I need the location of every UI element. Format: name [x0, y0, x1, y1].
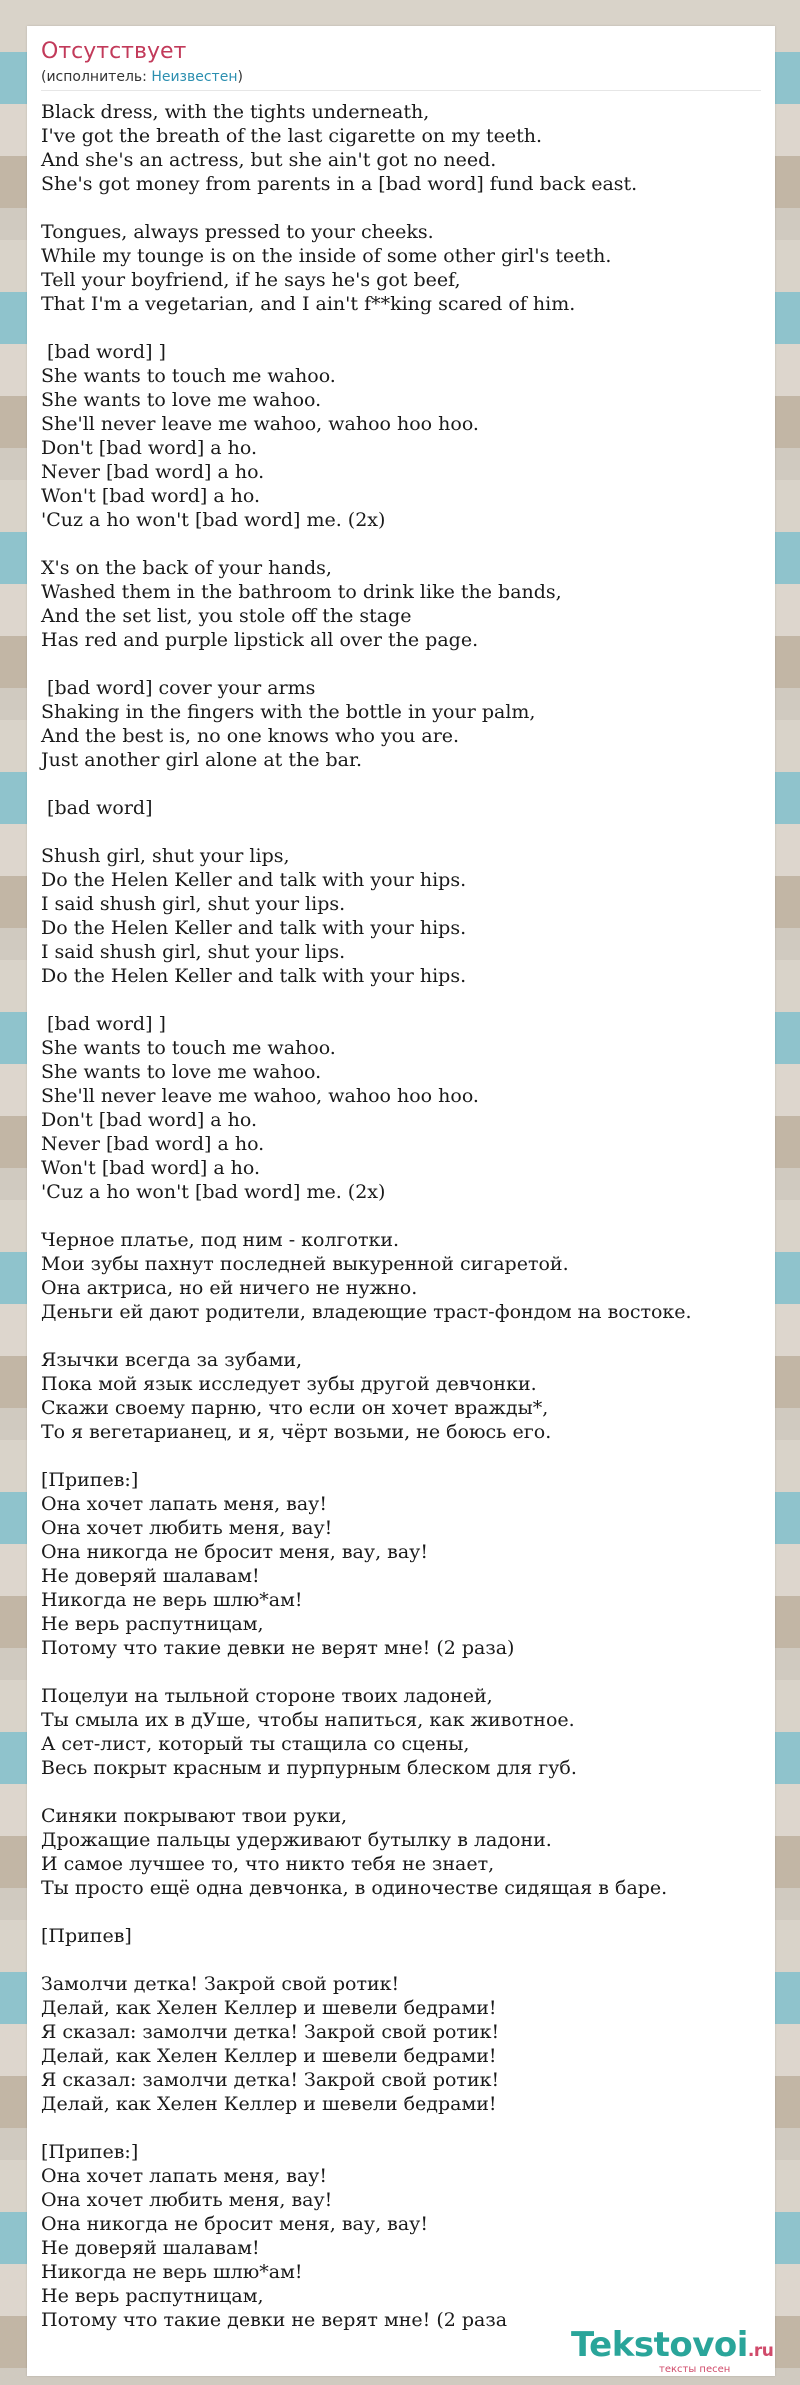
lyric-line: Она никогда не бросит меня, вау, вау!	[41, 2213, 428, 2235]
lyric-line	[41, 1324, 741, 1348]
lyric-line: I said shush girl, shut your lips.	[41, 941, 346, 963]
lyric-line: Won't [bad word] a ho.	[41, 1157, 261, 1179]
lyric-line: 'Cuz a ho won't [bad word] me. (2x)	[41, 509, 386, 531]
lyric-line: Она актриса, но ей ничего не нужно.	[41, 1277, 418, 1299]
lyric-line: [bad word] ]	[41, 1013, 166, 1035]
lyric-line	[41, 820, 741, 844]
lyric-line: Не верь распутницам,	[41, 2285, 264, 2307]
lyric-line: Никогда не верь шлю*ам!	[41, 1589, 303, 1611]
lyric-line: Tell your boyfriend, if he says he's got beef,	[41, 269, 461, 291]
lyric-line	[41, 2116, 741, 2140]
lyric-line: Black dress, with the tights underneath,	[41, 101, 430, 123]
lyric-line: I've got the breath of the last cigarette on my teeth.	[41, 125, 543, 147]
lyric-line: That I'm a vegetarian, and I ain't f**king scared of him.	[41, 293, 576, 315]
lyric-line: Делай, как Хелен Келлер и шевели бедрами!	[41, 2045, 497, 2067]
lyric-line: Пока мой язык исследует зубы другой девчонки.	[41, 1373, 537, 1395]
lyric-line: Не доверяй шалавам!	[41, 2237, 260, 2259]
lyric-line: She wants to touch me wahoo.	[41, 1037, 336, 1059]
lyric-line	[41, 652, 741, 676]
lyric-line: Washed them in the bathroom to drink like the bands,	[41, 581, 562, 603]
lyric-line: Won't [bad word] a ho.	[41, 485, 261, 507]
lyric-line	[41, 772, 741, 796]
lyric-line: Do the Helen Keller and talk with your hips.	[41, 917, 467, 939]
lyric-line	[41, 1444, 741, 1468]
lyric-line: Деньги ей дают родители, владеющие траст-фондом на востоке.	[41, 1301, 692, 1323]
lyric-line: Don't [bad word] a ho.	[41, 1109, 258, 1131]
lyric-line: Синяки покрывают твои руки,	[41, 1805, 348, 1827]
lyric-line	[41, 988, 741, 1012]
lyric-line: Never [bad word] a ho.	[41, 1133, 265, 1155]
lyric-line: Я сказал: замолчи детка! Закрой свой ротик!	[41, 2069, 500, 2091]
lyric-line: [Припев:]	[41, 1469, 139, 1491]
lyric-line: Tongues, always pressed to your cheeks.	[41, 221, 434, 243]
lyric-line: [Припев]	[41, 1925, 132, 1947]
lyric-line: [bad word] ]	[41, 341, 166, 363]
lyric-line: Потому что такие девки не верят мне! (2 раза)	[41, 1637, 515, 1659]
lyric-line: X's on the back of your hands,	[41, 557, 332, 579]
lyric-line: While my tounge is on the inside of some other girl's teeth.	[41, 245, 612, 267]
header-divider	[41, 90, 761, 91]
logo-tagline: тексты песен	[659, 2364, 731, 2375]
lyric-line: [bad word] cover your arms	[41, 677, 316, 699]
lyric-line: То я вегетарианец, и я, чёрт возьми, не боюсь его.	[41, 1421, 552, 1443]
lyric-line: Поцелуи на тыльной стороне твоих ладоней,	[41, 1685, 493, 1707]
lyric-line: Язычки всегда за зубами,	[41, 1349, 303, 1371]
lyric-line: Мои зубы пахнут последней выкуренной сигаретой.	[41, 1253, 569, 1275]
lyric-line: Ты просто ещё одна девчонка, в одиночестве сидящая в баре.	[41, 1877, 668, 1899]
lyric-line: Has red and purple lipstick all over the page.	[41, 629, 479, 651]
site-logo[interactable]	[571, 2325, 774, 2378]
lyric-line: I said shush girl, shut your lips.	[41, 893, 346, 915]
lyric-line: Никогда не верь шлю*ам!	[41, 2261, 303, 2283]
lyric-line: А сет-лист, который ты стащила со сцены,	[41, 1733, 470, 1755]
lyric-line: She's got money from parents in a [bad word] fund back east.	[41, 173, 638, 195]
lyric-line	[41, 1780, 741, 1804]
lyric-line: Не верь распутницам,	[41, 1613, 264, 1635]
lyric-line: Потому что такие девки не верят мне! (2 раза	[41, 2309, 508, 2331]
lyric-line: She'll never leave me wahoo, wahoo hoo hoo.	[41, 413, 479, 435]
lyric-line: [bad word]	[41, 797, 153, 819]
lyric-line: Shush girl, shut your lips,	[41, 845, 290, 867]
lyric-line: Дрожащие пальцы удерживают бутылку в ладони.	[41, 1829, 552, 1851]
song-title: Отсутствует	[41, 39, 187, 64]
lyric-line: Не доверяй шалавам!	[41, 1565, 260, 1587]
lyric-line: Замолчи детка! Закрой свой ротик!	[41, 1973, 400, 1995]
lyric-line: She wants to love me wahoo.	[41, 1061, 322, 1083]
lyric-line: 'Cuz a ho won't [bad word] me. (2x)	[41, 1181, 386, 1203]
lyric-line: Она хочет лапать меня, вау!	[41, 2165, 327, 2187]
lyric-line: And the set list, you stole off the stage	[41, 605, 412, 627]
lyric-line: Скажи своему парню, что если он хочет вражды*,	[41, 1397, 549, 1419]
logo-name: Tekstovoi	[571, 2325, 748, 2365]
lyric-line: She wants to love me wahoo.	[41, 389, 322, 411]
lyrics-text	[41, 100, 741, 2332]
lyric-line: Она хочет любить меня, вау!	[41, 2189, 333, 2211]
lyric-line: Ты смыла их в дУше, чтобы напиться, как животное.	[41, 1709, 575, 1731]
lyric-line: И самое лучшее то, что никто тебя не знает,	[41, 1853, 495, 1875]
lyric-line: Она никогда не бросит меня, вау, вау!	[41, 1541, 428, 1563]
artist-prefix: (исполнитель:	[41, 69, 152, 85]
lyric-line: And the best is, no one knows who you are.	[41, 725, 460, 747]
lyric-line: Shaking in the fingers with the bottle in your palm,	[41, 701, 536, 723]
lyric-line: [Припев:]	[41, 2141, 139, 2163]
lyric-line	[41, 1204, 741, 1228]
lyric-line: Весь покрыт красным и пурпурным блеском для губ.	[41, 1757, 577, 1779]
logo-domain: .ru	[747, 2341, 774, 2361]
artist-link[interactable]: Неизвестен	[151, 69, 238, 85]
lyric-line: Don't [bad word] a ho.	[41, 437, 258, 459]
lyric-line	[41, 316, 741, 340]
lyric-line: Do the Helen Keller and talk with your hips.	[41, 869, 467, 891]
lyric-line	[41, 1660, 741, 1684]
lyrics-card	[27, 26, 775, 2376]
lyric-line: Делай, как Хелен Келлер и шевели бедрами!	[41, 2093, 497, 2115]
lyric-line: Она хочет любить меня, вау!	[41, 1517, 333, 1539]
lyric-line: Она хочет лапать меня, вау!	[41, 1493, 327, 1515]
lyric-line: Делай, как Хелен Келлер и шевели бедрами!	[41, 1997, 497, 2019]
lyric-line	[41, 196, 741, 220]
lyric-line: She'll never leave me wahoo, wahoo hoo hoo.	[41, 1085, 479, 1107]
lyric-line: She wants to touch me wahoo.	[41, 365, 336, 387]
artist-line	[41, 68, 243, 86]
lyric-line: Черное платье, под ним - колготки.	[41, 1229, 400, 1251]
lyric-line	[41, 1900, 741, 1924]
lyric-line: Never [bad word] a ho.	[41, 461, 265, 483]
lyric-line	[41, 532, 741, 556]
lyric-line: And she's an actress, but she ain't got no need.	[41, 149, 497, 171]
lyric-line: Я сказал: замолчи детка! Закрой свой ротик!	[41, 2021, 500, 2043]
artist-suffix: )	[237, 69, 243, 85]
lyric-line	[41, 1948, 741, 1972]
lyric-line: Just another girl alone at the bar.	[41, 749, 363, 771]
lyric-line: Do the Helen Keller and talk with your hips.	[41, 965, 467, 987]
